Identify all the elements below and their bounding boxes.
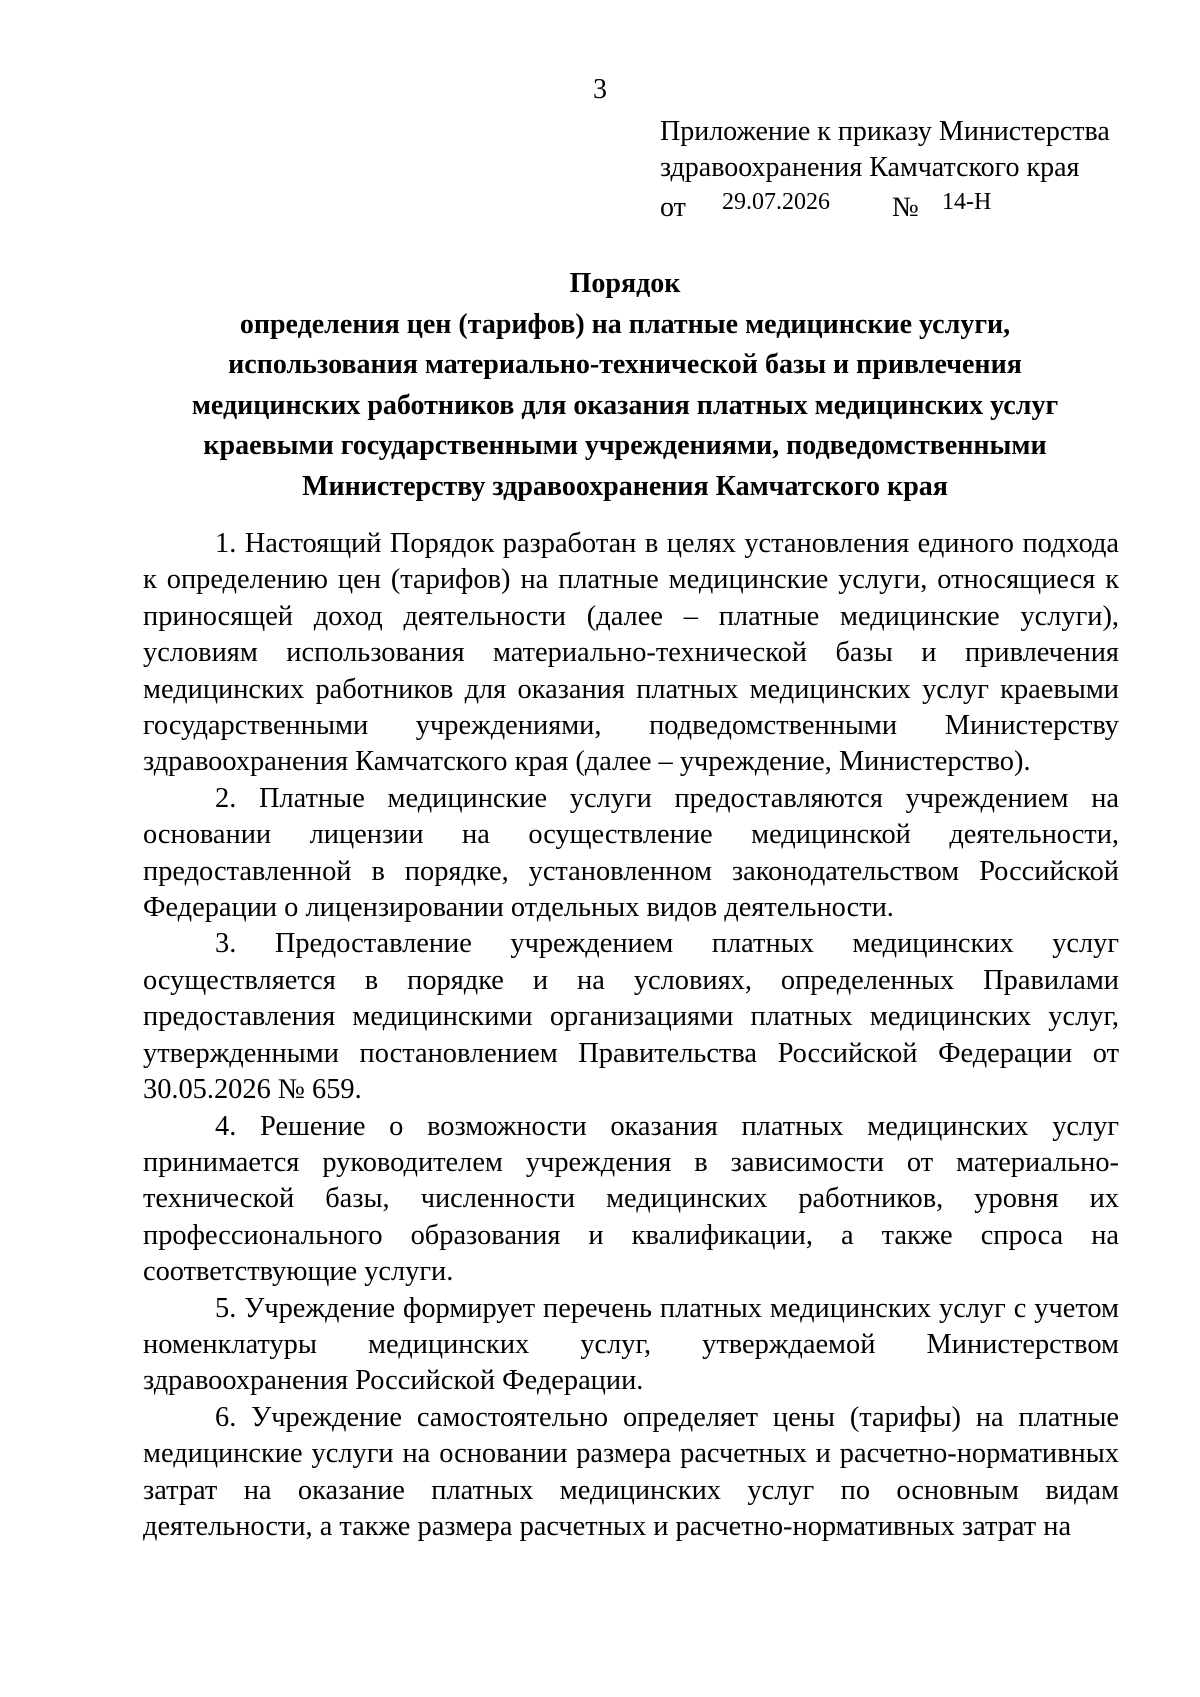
page-number: 3 <box>593 74 607 105</box>
title-line-3: использования материально-технической базы и привлечения <box>228 349 1022 380</box>
order-number-label: № <box>892 192 919 223</box>
order-from-label: от <box>660 192 686 223</box>
order-date: 29.07.2026 <box>722 189 830 215</box>
appendix-line-2: здравоохранения Камчатского края <box>660 152 1080 183</box>
document-title <box>130 264 1120 507</box>
title-line-1: Порядок <box>569 268 681 299</box>
title-line-5: краевыми государственными учреждениями, подведомственными <box>203 430 1047 461</box>
order-details <box>660 186 1110 222</box>
paragraph-2: 2. Платные медицинские услуги предоставляются учреждением на основании лицензии на осуществление медицинской деятельности, предоставленной в порядке, установленном законодательством Российской Федерации о лицензировании отдельных видов деятельности. <box>143 782 1119 924</box>
paragraph-4: 4. Решение о возможности оказания платных медицинских услуг принимается руководителем учреждения в зависимости от материально-технической базы, численности медицинских работников, уровня их профессионального образования и квалификации, а также спроса на соответствующие услуги. <box>143 1110 1119 1288</box>
title-line-2: определения цен (тарифов) на платные медицинские услуги, <box>239 308 1011 340</box>
paragraph-6: 6. Учреждение самостоятельно определяет цены (тарифы) на платные медицинские услуги на основании размера расчетных и расчетно-нормативных затрат на оказание платных медицинских услуг по основным видам деятельности, а также размера расчетных и расчетно-нормативных затрат на <box>143 1401 1119 1542</box>
title-line-6: Министерству здравоохранения Камчатского края <box>302 470 948 502</box>
title-line-4: медицинских работников для оказания платных медицинских услуг <box>191 389 1059 421</box>
paragraph-1: 1. Настоящий Порядок разработан в целях установления единого подхода к определению цен (тарифов) на платные медицинские услуги, относящиеся к приносящей доход деятельности (далее – платные медицинские услуги), условиям использования материально-технической базы и привлечения медицинских работников для оказания платных медицинских услуг краевыми государственными учреждениями, подведомственными Министерству здравоохранения Камчатского края (далее – учреждение, Министерство). <box>143 528 1119 778</box>
order-number: 14-Н <box>942 189 992 215</box>
appendix-line-1: Приложение к приказу Министерства <box>660 116 1110 147</box>
paragraph-5: 5. Учреждение формирует перечень платных медицинских услуг с учетом номенклатуры медицинских услуг, утверждаемой Министерством здравоохранения Российской Федерации. <box>143 1292 1119 1397</box>
paragraph-3: 3. Предоставление учреждением платных медицинских услуг осуществляется в порядке и на условиях, определенных Правилами предоставления медицинскими организациями платных медицинских услуг, утвержденными постановлением Правительства Российской Федерации от 30.05.2026 № 659. <box>143 928 1119 1106</box>
document-body <box>143 526 1119 1545</box>
appendix-header <box>660 114 1110 222</box>
